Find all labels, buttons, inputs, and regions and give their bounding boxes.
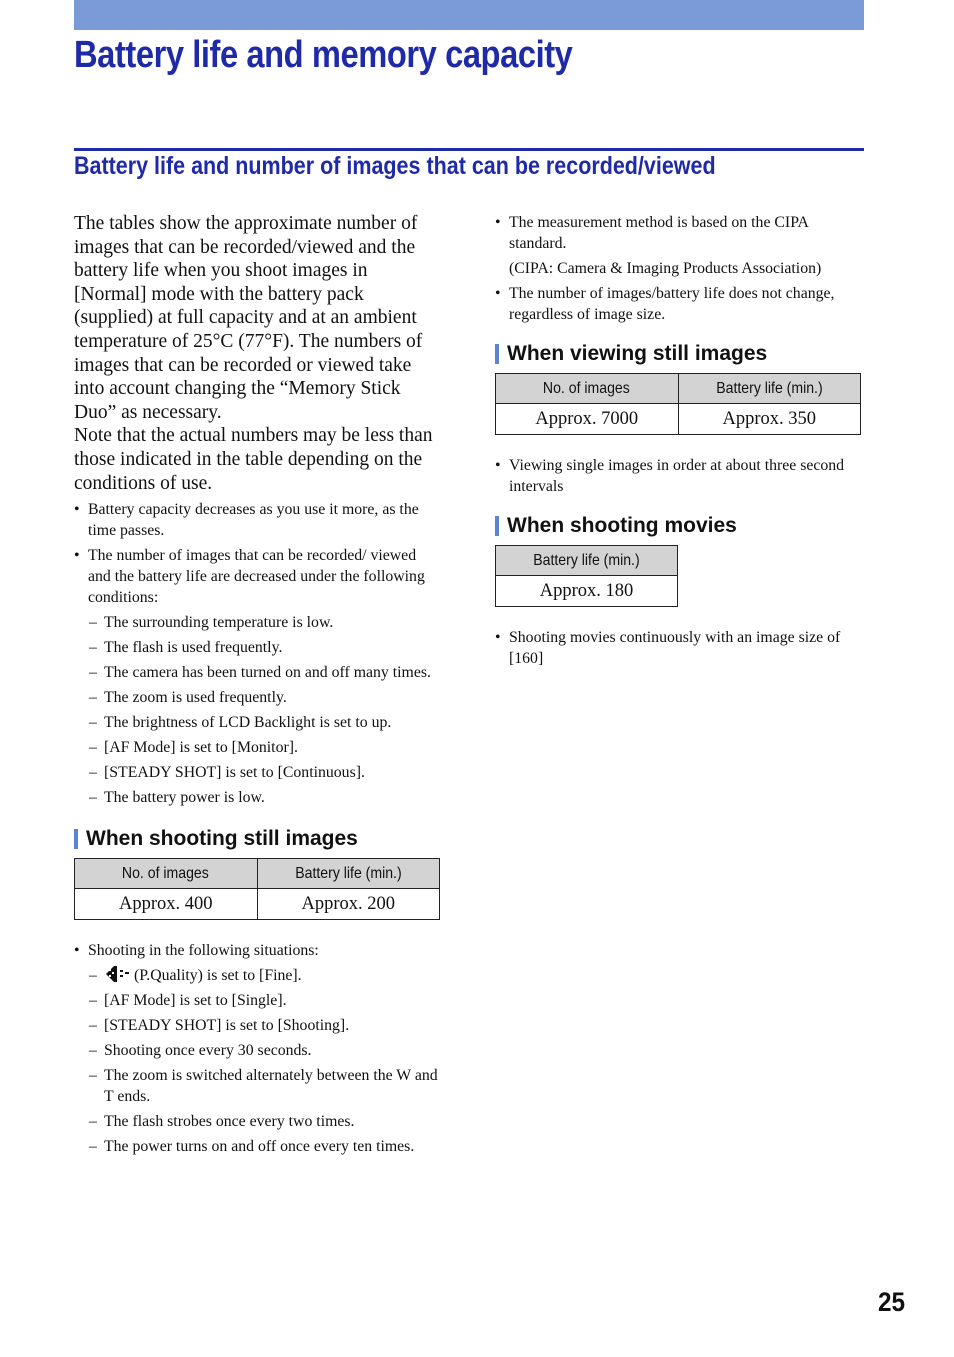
still-images-table <box>74 858 440 920</box>
intro-note: Note that the actual numbers may be less than those indicated in the table depending on the conditions of use. <box>74 425 433 494</box>
left-column <box>74 212 442 1157</box>
condition-item: – The battery power is low. <box>74 787 442 808</box>
bullet-item <box>495 212 865 279</box>
bullet-item: • Shooting movies continuously with an image size of [160] <box>495 627 865 669</box>
top-color-bar <box>74 0 864 30</box>
movies-heading <box>495 513 865 539</box>
situation-item: – Shooting once every 30 seconds. <box>74 1040 442 1061</box>
section-title: Battery life and number of images that can be recorded/viewed <box>74 152 716 180</box>
condition-item: – The surrounding temperature is low. <box>74 612 442 633</box>
conditions-bullet-list <box>74 499 442 608</box>
condition-item: – The flash is used frequently. <box>74 637 442 658</box>
section-divider <box>74 148 864 151</box>
header-label: Battery life (min.) <box>533 551 640 569</box>
bullet-item: • Shooting in the following situations: <box>74 940 442 961</box>
situations-list <box>74 965 442 1157</box>
condition-item: – [AF Mode] is set to [Monitor]. <box>74 737 442 758</box>
table-cell: Approx. 200 <box>257 889 440 920</box>
table-header <box>496 374 679 404</box>
intro-paragraph: The tables show the approximate number of images that can be recorded/viewed and the battery life when you shoot images in [Normal] mode with the battery pack (supplied) at full capacity and at an ambient temperature of 25°C (77°F). The numbers of images that can be recorded or viewed take into account changing the “Memory Stick Duo” as necessary. <box>74 213 423 423</box>
situation-item: – [AF Mode] is set to [Single]. <box>74 990 442 1011</box>
still-images-heading-text: When shooting still images <box>86 827 358 851</box>
header-label: Battery life (min.) <box>716 379 823 397</box>
movies-heading-text: When shooting movies <box>507 514 737 537</box>
viewing-heading-text: When viewing still images <box>507 342 768 365</box>
movies-table <box>495 545 678 607</box>
bullet-item: • Viewing single images in order at about three second intervals <box>495 455 865 497</box>
header-label: Battery life (min.) <box>295 864 402 882</box>
heading-marker <box>495 516 499 536</box>
page-number: 25 <box>878 1287 906 1317</box>
table-header <box>678 374 861 404</box>
condition-item: – The brightness of LCD Backlight is set to up. <box>74 712 442 733</box>
situation-item <box>74 965 442 986</box>
movies-notes <box>495 627 865 669</box>
heading-marker <box>495 344 499 364</box>
right-column <box>495 212 865 669</box>
header-label: No. of images <box>543 379 631 397</box>
still-images-notes <box>74 940 442 961</box>
viewing-heading <box>495 341 865 367</box>
bullet-item: • The number of images that can be recorded/ viewed and the battery life are decreased under the following conditions: <box>74 545 442 608</box>
bullet-text: The measurement method is based on the CIPA standard. <box>509 214 809 252</box>
table-header <box>257 859 440 889</box>
situation-item: – The power turns on and off once every ten times. <box>74 1136 442 1157</box>
image-quality-icon <box>104 965 130 983</box>
viewing-table <box>495 373 861 435</box>
measurement-notes <box>495 212 865 325</box>
bullet-item: • The number of images/battery life does not change, regardless of image size. <box>495 283 865 325</box>
condition-item: – The zoom is used frequently. <box>74 687 442 708</box>
bullet-item: • Battery capacity decreases as you use it more, as the time passes. <box>74 499 442 541</box>
header-label: No. of images <box>122 864 210 882</box>
condition-item: – The camera has been turned on and off many times. <box>74 662 442 683</box>
situation-text: (P.Quality) is set to [Fine]. <box>134 967 302 985</box>
condition-item: – [STEADY SHOT] is set to [Continuous]. <box>74 762 442 783</box>
situation-item: – The zoom is switched alternately between the W and T ends. <box>74 1065 442 1107</box>
table-cell: Approx. 350 <box>678 404 861 435</box>
table-cell: Approx. 7000 <box>496 404 679 435</box>
heading-marker <box>74 829 78 849</box>
table-header <box>496 546 678 576</box>
viewing-notes <box>495 455 865 497</box>
still-images-heading <box>74 826 442 852</box>
cipa-note: (CIPA: Camera & Imaging Products Association) <box>509 260 822 277</box>
table-header <box>75 859 258 889</box>
conditions-list <box>74 612 442 808</box>
situation-item: – [STEADY SHOT] is set to [Shooting]. <box>74 1015 442 1036</box>
table-cell: Approx. 400 <box>75 889 258 920</box>
table-cell: Approx. 180 <box>496 576 678 607</box>
situation-item: – The flash strobes once every two times. <box>74 1111 442 1132</box>
page-title: Battery life and memory capacity <box>74 34 573 76</box>
